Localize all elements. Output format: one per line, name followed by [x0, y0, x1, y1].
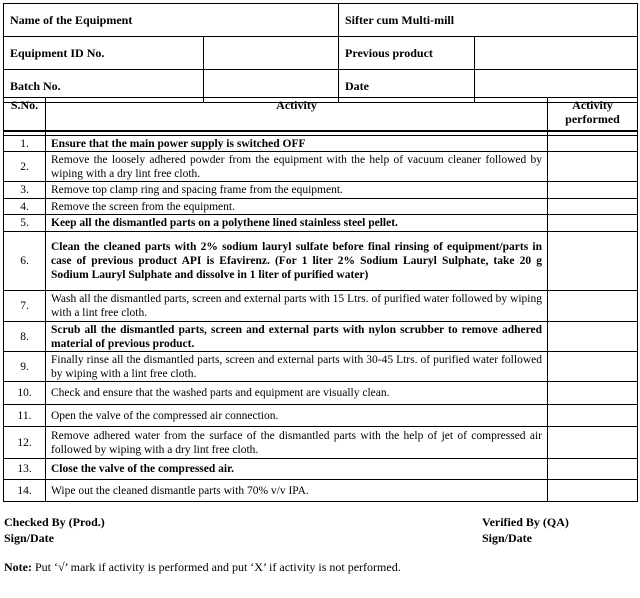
row-activity: Remove the screen from the equipment.: [46, 199, 548, 215]
row-number: 9.: [4, 352, 46, 382]
equipment-name-label: Name of the Equipment: [4, 4, 339, 37]
note-text: Put ‘√’ mark if activity is performed and put ‘X’ if activity is not performed.: [31, 560, 401, 574]
row-activity: Keep all the dismantled parts on a polythene lined stainless steel pellet.: [46, 215, 548, 232]
row-number: 10.: [4, 382, 46, 405]
row-performed-cell[interactable]: [548, 427, 638, 459]
equipment-header-table: [3, 3, 638, 103]
row-performed-cell[interactable]: [548, 182, 638, 199]
row-number: 5.: [4, 215, 46, 232]
activity-header: Activity: [46, 98, 548, 132]
row-activity: Remove top clamp ring and spacing frame from the equipment.: [46, 182, 548, 199]
verified-by-label: Verified By (QA): [482, 515, 569, 529]
table-row: [4, 352, 638, 382]
cleaning-activity-table: [3, 97, 638, 502]
row-activity: Clean the cleaned parts with 2% sodium lauryl sulfate before final rinsing of equipment/parts in case of previous product API is Efavirenz. (For 1 liter 2% Sodium Lauryl Sulphate, take 20 g Sodium Lauryl Sulphate and dissolve in 1 liter of purified water): [46, 232, 548, 291]
row-activity: Remove the loosely adhered powder from the equipment with the help of vacuum cleaner followed by wiping with a dry lint free cloth.: [46, 152, 548, 182]
table-row: [4, 382, 638, 405]
row-activity: Ensure that the main power supply is switched OFF: [46, 136, 548, 152]
row-number: 7.: [4, 291, 46, 322]
row-activity: Scrub all the dismantled parts, screen and external parts with nylon scrubber to remove adhered material of previous product.: [46, 322, 548, 352]
row-activity: Check and ensure that the washed parts and equipment are visually clean.: [46, 382, 548, 405]
row-activity: Wash all the dismantled parts, screen and external parts with 15 Ltrs. of purified water followed by wiping with a lint free cloth.: [46, 291, 548, 322]
table-row: [4, 291, 638, 322]
verified-sign-date-label: Sign/Date: [482, 531, 533, 545]
table-row: [4, 152, 638, 182]
row-number: 12.: [4, 427, 46, 459]
row-performed-cell[interactable]: [548, 382, 638, 405]
row-performed-cell[interactable]: [548, 199, 638, 215]
row-performed-cell[interactable]: [548, 480, 638, 502]
date-label: Date: [339, 70, 475, 103]
table-row: [4, 405, 638, 427]
table-row: [4, 480, 638, 502]
row-number: 1.: [4, 136, 46, 152]
row-performed-cell[interactable]: [548, 322, 638, 352]
row-number: 13.: [4, 459, 46, 480]
checked-by-block: [4, 514, 105, 546]
previous-product-label: Previous product: [339, 37, 475, 70]
equipment-name-value: Sifter cum Multi-mill: [339, 4, 638, 37]
checked-by-label: Checked By (Prod.): [4, 515, 105, 529]
previous-product-field[interactable]: [475, 37, 638, 70]
table-row: [4, 232, 638, 291]
row-performed-cell[interactable]: [548, 136, 638, 152]
sno-header: S.No.: [4, 98, 46, 132]
table-row: [4, 427, 638, 459]
row-performed-cell[interactable]: [548, 232, 638, 291]
row-number: 2.: [4, 152, 46, 182]
row-activity: Open the valve of the compressed air connection.: [46, 405, 548, 427]
row-performed-cell[interactable]: [548, 291, 638, 322]
verified-by-block: [482, 514, 569, 546]
equipment-id-field[interactable]: [204, 37, 339, 70]
batch-no-label: Batch No.: [4, 70, 204, 103]
table-row: [4, 136, 638, 152]
performed-header: Activity performed: [548, 98, 638, 132]
row-performed-cell[interactable]: [548, 352, 638, 382]
row-activity: Remove adhered water from the surface of the dismantled parts with the help of jet of compressed air followed by wiping with a dry lint free cloth.: [46, 427, 548, 459]
row-number: 14.: [4, 480, 46, 502]
table-row: [4, 199, 638, 215]
row-performed-cell[interactable]: [548, 459, 638, 480]
row-performed-cell[interactable]: [548, 152, 638, 182]
row-performed-cell[interactable]: [548, 215, 638, 232]
row-performed-cell[interactable]: [548, 405, 638, 427]
row-activity: Finally rinse all the dismantled parts, screen and external parts with 30-45 Ltrs. of purified water followed by wiping with a lint free cloth.: [46, 352, 548, 382]
row-number: 6.: [4, 232, 46, 291]
table-row: [4, 182, 638, 199]
row-number: 11.: [4, 405, 46, 427]
table-row: [4, 322, 638, 352]
table-row: [4, 459, 638, 480]
equipment-id-label: Equipment ID No.: [4, 37, 204, 70]
row-activity: Wipe out the cleaned dismantle parts with 70% v/v IPA.: [46, 480, 548, 502]
note: [4, 560, 401, 575]
row-number: 8.: [4, 322, 46, 352]
row-activity: Close the valve of the compressed air.: [46, 459, 548, 480]
row-number: 4.: [4, 199, 46, 215]
row-number: 3.: [4, 182, 46, 199]
checked-sign-date-label: Sign/Date: [4, 531, 55, 545]
note-label: Note:: [4, 560, 32, 574]
table-row: [4, 215, 638, 232]
